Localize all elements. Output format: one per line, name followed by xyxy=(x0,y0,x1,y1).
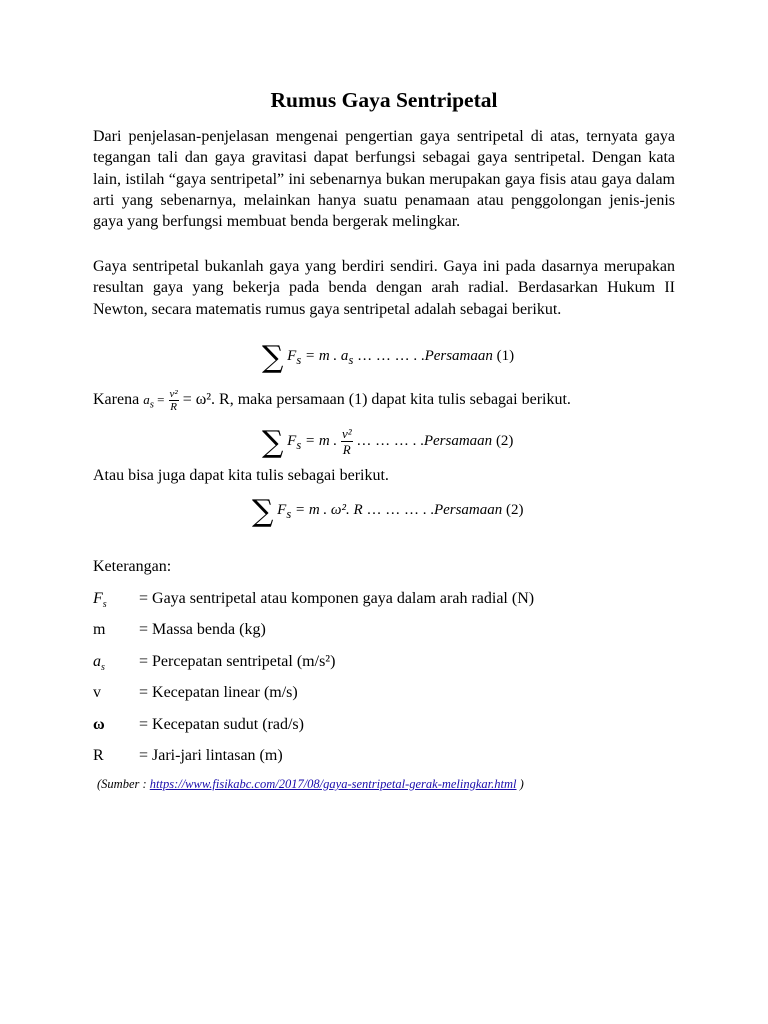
fraction-numerator: v² xyxy=(341,426,352,441)
legend-symbol-as xyxy=(93,653,105,673)
source-suffix: ) xyxy=(519,777,524,791)
karena-prefix: Karena xyxy=(93,391,140,409)
legend-sub: s xyxy=(101,662,105,674)
fraction-numerator: v² xyxy=(169,388,178,400)
keterangan-heading: Keterangan: xyxy=(93,558,172,575)
sum-symbol: ∑ xyxy=(252,494,274,529)
fraction-denominator: R xyxy=(342,442,351,457)
legend-desc-r: = Jari-jari lintasan (m) xyxy=(139,747,283,764)
legend-desc-fs: = Gaya sentripetal atau komponen gaya dalam arah radial (N) xyxy=(139,590,535,607)
eq2-lhs: F xyxy=(287,432,297,449)
eq1-rhs: = m . a xyxy=(304,348,349,364)
karena-rest: = ω². R, maka persamaan (1) dapat kita tulis sebagai berikut. xyxy=(182,391,571,409)
legend-symbol-r: R xyxy=(93,747,104,764)
equation-3 xyxy=(252,494,524,529)
eq1-label: Persamaan xyxy=(424,348,493,364)
karena-as: a xyxy=(143,392,150,408)
paragraph-newton: Gaya sentripetal bukanlah gaya yang berdiri sendiri. Gaya ini pada dasarnya merupakan resultan gaya yang bekerja pada benda dengan arah radial. Berdasarkan Hukum II Newton, secara matematis rumus gaya sentripetal adalah sebagai berikut. xyxy=(93,258,675,318)
source-link[interactable]: https://www.fisikabc.com/2017/08/gaya-sentripetal-gerak-melingkar.html xyxy=(149,777,517,791)
eq3-number: (2) xyxy=(506,502,524,518)
legend-desc-v: = Kecepatan linear (m/s) xyxy=(139,684,298,701)
atau-line: Atau bisa juga dapat kita tulis sebagai berikut. xyxy=(93,467,389,484)
equation-2 xyxy=(262,424,514,460)
source-citation xyxy=(97,777,524,792)
eq1-lhs: F xyxy=(287,348,297,364)
legend-symbol-omega: ω xyxy=(93,716,105,733)
legend-symbol-v: v xyxy=(93,684,101,701)
sum-symbol: ∑ xyxy=(262,340,284,375)
eq1-dots: … … … . . xyxy=(353,348,425,364)
eq3-label: Persamaan xyxy=(433,502,503,518)
sum-symbol: ∑ xyxy=(262,424,284,460)
legend-symbol-fs xyxy=(93,590,107,610)
karena-as-sub: s xyxy=(149,398,154,411)
eq1-rhs-sub: s xyxy=(348,353,354,367)
eq1-number: (1) xyxy=(496,348,515,364)
eq2-dots: … … … . . xyxy=(356,432,424,449)
eq2-rhs: = m . xyxy=(304,432,338,449)
legend-symbol: F xyxy=(93,590,103,607)
karena-fraction xyxy=(169,388,179,413)
paragraph-intro: Dari penjelasan-penjelasan mengenai pengertian gaya sentripetal di atas, ternyata gaya tegangan tali dan gaya gravitasi dapat berfungsi sebagai gaya sentripetal. Dengan kata lain, istilah “gaya sentripetal” ini sebenarnya bukan merupakan gaya fisis atau gaya dalam arti yang sebenarnya, melainkan hanya suatu penamaan atau penggolongan jenis-jenis gaya yang berfungsi membuat benda bergerak melingkar. xyxy=(93,128,675,231)
legend-desc-omega: = Kecepatan sudut (rad/s) xyxy=(139,716,304,733)
legend-sub: s xyxy=(102,599,107,611)
eq2-number: (2) xyxy=(495,432,514,449)
eq2-fraction xyxy=(341,426,353,457)
legend-desc-as: = Percepatan sentripetal (m/s²) xyxy=(139,653,336,670)
eq1-lhs-sub: s xyxy=(296,353,302,367)
eq3-rhs: = m . ω². R xyxy=(294,502,363,518)
eq3-lhs: F xyxy=(277,502,287,518)
eq2-label: Persamaan xyxy=(423,432,493,449)
legend-symbol-m: m xyxy=(93,621,106,638)
page-title: Rumus Gaya Sentripetal xyxy=(270,88,498,112)
legend-symbol: a xyxy=(93,653,101,670)
eq3-lhs-sub: s xyxy=(286,507,292,521)
fraction-denominator: R xyxy=(170,401,177,413)
legend-desc-m: = Massa benda (kg) xyxy=(139,621,266,638)
source-prefix: (Sumber : xyxy=(97,777,147,791)
karena-eq: = xyxy=(157,392,165,408)
equation-1 xyxy=(262,340,515,375)
eq2-lhs-sub: s xyxy=(296,437,302,452)
eq3-dots: … … … . . xyxy=(362,502,434,518)
karena-line xyxy=(93,388,571,413)
